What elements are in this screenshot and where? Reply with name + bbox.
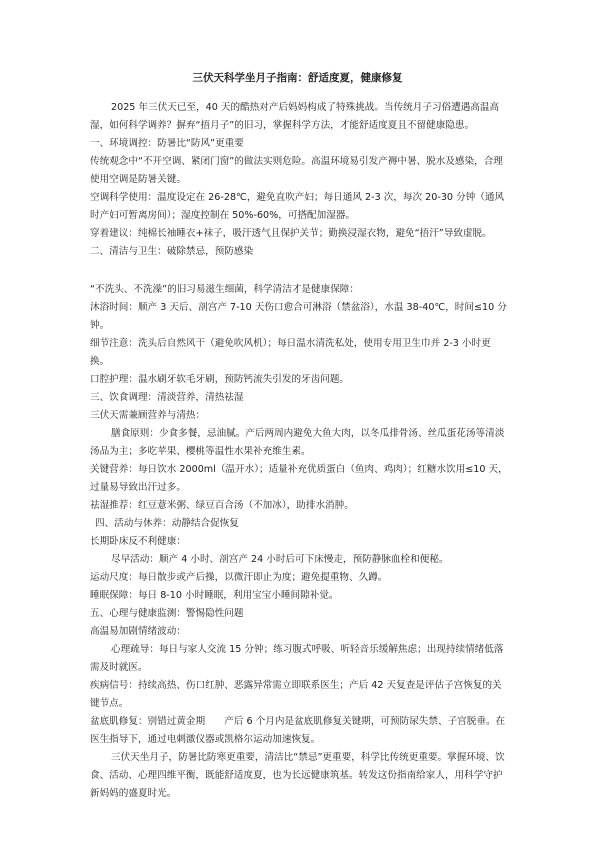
paragraph: 尽早活动：顺产 4 小时、剖宫产 24 小时后可下床慢走，预防静脉血栓和便秘。	[111, 554, 449, 565]
page-title: 三伏天科学坐月子指南：舒适度夏，健康修复	[192, 72, 403, 84]
paragraph: 长期卧床反不利健康：	[90, 536, 186, 547]
section-heading-environment: 一、环境调控：防暑比“防风”更重要	[90, 138, 244, 149]
section-heading-mental: 五、心理与健康监测：警惕隐性问题	[90, 608, 244, 619]
paragraph: “不洗头、不洗澡”的旧习易滋生细菌，科学清洁才是健康保障：	[90, 284, 359, 295]
paragraph: 传统观念中“不开空调、紧闭门窗”的做法实则危险。高温环境易引发产褥中暑、脱水及感染，合理使用空调是防暑关键。	[90, 156, 503, 185]
paragraph: 关键营养：每日饮水 2000ml（温开水）；适量补充优质蛋白（鱼肉、鸡肉）；红糖水饮用≤10 天，过量易导致出汗过多。	[90, 464, 508, 493]
document-body	[90, 99, 508, 803]
paragraph: 膳食原则：少食多餐，忌油腻。产后两周内避免大鱼大肉，以冬瓜排骨汤、丝瓜蛋花汤等清淡汤品为主；多吃苹果、樱桃等温性水果补充维生素。	[90, 428, 505, 457]
paragraph: 穿着建议：纯棉长袖睡衣+袜子，吸汗透气且保护关节；勤换浸湿衣物，避免“捂汗”导致虚脱。	[90, 228, 492, 239]
intro-paragraph: 2025 年三伏天已至，40 天的酷热对产后妈妈构成了特殊挑战。当传统月子习俗遭遇高温高湿，如何科学调养？摒弃“捂月子”的旧习，掌握科学方法，才能舒适度夏且不留健康隐患。	[90, 102, 500, 131]
paragraph: 口腔护理：温水刷牙软毛牙刷，预防钙流失引发的牙齿问题。	[90, 374, 350, 385]
conclusion-paragraph: 三伏天坐月子，防暑比防寒更重要，清洁比“禁忌”更重要，科学比传统更重要。掌握环境、饮食、活动、心理四维平衡，既能舒适度夏，也为长远健康筑基。转发这份指南给家人，用科学守护新妈妈的盛夏时光。	[90, 752, 505, 799]
paragraph: 盆底肌修复：别错过黄金期 产后 6 个月内是盆底肌修复关键期，可预防尿失禁、子宫脱垂。在医生指导下，通过电刺激仪器或凯格尔运动加速恢复。	[90, 716, 506, 745]
paragraph: 祛湿推荐：红豆薏米粥、绿豆百合汤（不加冰），助排水消肿。	[90, 500, 354, 511]
paragraph: 高温易加剧情绪波动：	[90, 626, 186, 637]
blank-line	[90, 261, 508, 281]
paragraph: 运动尺度：每日散步或产后操，以微汗即止为度；避免提重物、久蹲。	[90, 572, 388, 583]
paragraph: 沐浴时间：顺产 3 天后、剖宫产 7-10 天伤口愈合可淋浴（禁盆浴），水温 38-40℃，时间≤10 分钟。	[90, 302, 507, 331]
section-heading-hygiene: 二、清洁与卫生：破除禁忌，预防感染	[90, 246, 254, 257]
section-heading-activity: 四、活动与休养：动静结合促恢复	[95, 518, 239, 529]
paragraph: 心理疏导：每日与家人交流 15 分钟；练习腹式呼吸、听轻音乐缓解焦虑；出现持续情绪低落需及时就医。	[90, 644, 504, 673]
paragraph: 空调科学使用：温度设定在 26-28℃，避免直吹产妇；每日通风 2-3 次，每次 20-30 分钟（通风时产妇可暂离房间）；湿度控制在 50%-60%，可搭配加湿器。	[90, 192, 505, 221]
paragraph: 疾病信号：持续高热、伤口红肿、恶露异常需立即联系医生；产后 42 天复查是评估子宫恢复的关键节点。	[90, 680, 502, 709]
paragraph: 细节注意：洗头后自然风干（避免吹风机）；每日温水清洗私处，使用专用卫生巾并 2-3 小时更换。	[90, 338, 491, 367]
paragraph: 睡眠保障：每日 8-10 小时睡眠，利用宝宝小睡间隙补觉。	[90, 590, 339, 601]
section-heading-diet: 三、饮食调理：清淡营养，清热祛湿	[90, 392, 244, 403]
paragraph: 三伏天需兼顾营养与清热：	[90, 410, 206, 421]
